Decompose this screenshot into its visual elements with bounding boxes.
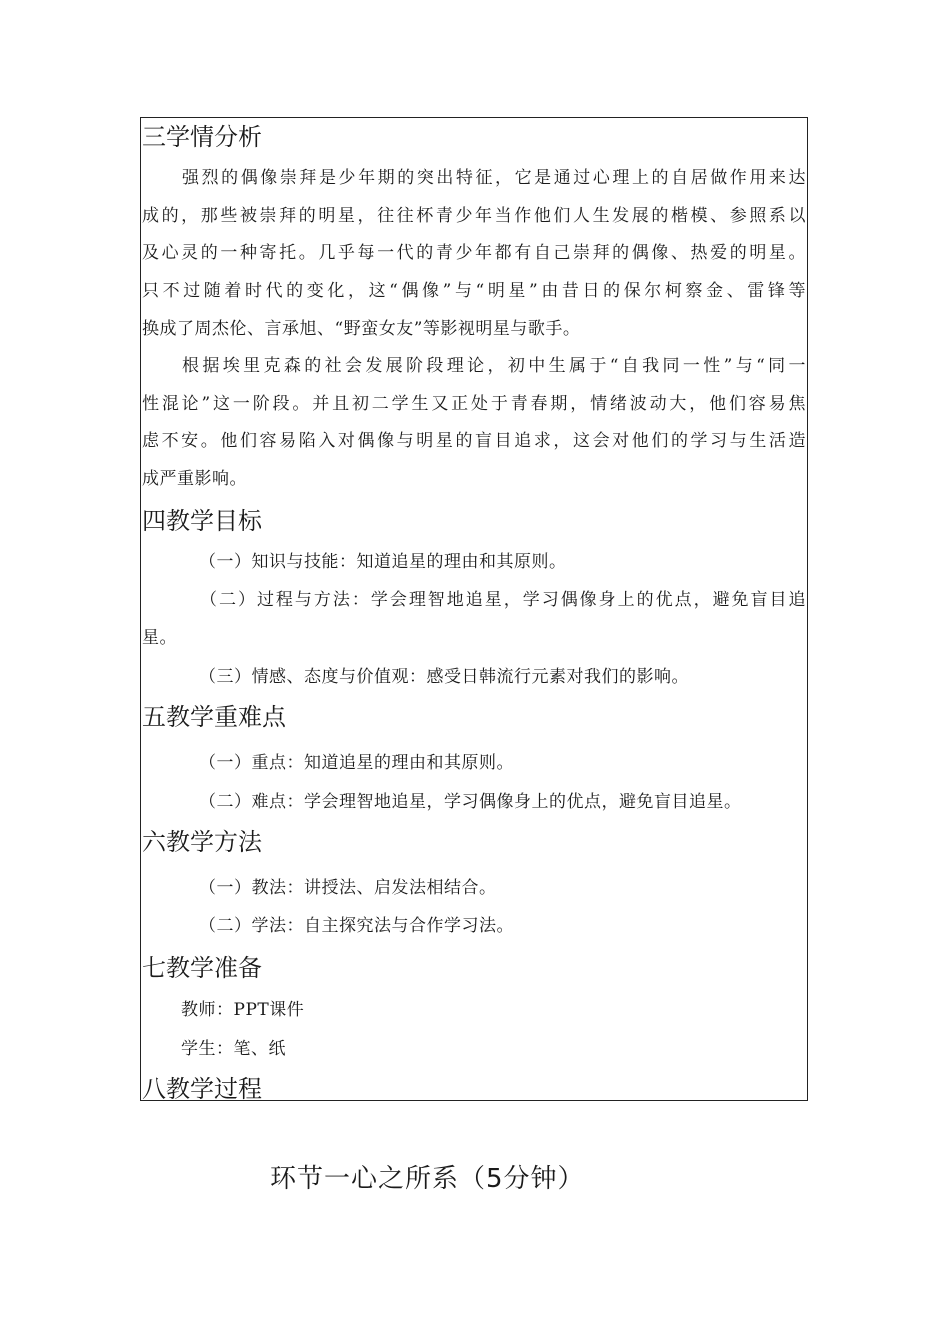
section-heading-key-difficult-points: 五教学重难点 <box>142 703 286 731</box>
preparation-item: 教师：PPT课件 <box>181 1000 305 1020</box>
paragraph-line: 性混论”这一阶段。并且初二学生又正处于青春期，情绪波动大，他们容易焦 <box>142 394 806 414</box>
paragraph-line: 根据埃里克森的社会发展阶段理论，初中生属于“自我同一性”与“同一 <box>182 356 806 376</box>
paragraph-line: 虑不安。他们容易陷入对偶像与明星的盲目追求，这会对他们的学习与生活造 <box>142 431 806 451</box>
section-heading-teaching-preparation: 七教学准备 <box>142 954 262 982</box>
method-item: （一）教法：讲授法、启发法相结合。 <box>199 878 497 898</box>
paragraph-line: 换成了周杰伦、言承旭、“野蛮女友”等影视明星与歌手。 <box>142 319 581 339</box>
segment-title: 环节一心之所系（5分钟） <box>270 1164 585 1194</box>
objective-item: 星。 <box>142 628 177 648</box>
method-item: （二）学法：自主探究法与合作学习法。 <box>199 916 514 936</box>
section-heading-learning-analysis: 三学情分析 <box>142 123 262 151</box>
lesson-plan-frame <box>140 117 808 1101</box>
section-heading-teaching-methods: 六教学方法 <box>142 828 262 856</box>
section-heading-teaching-objectives: 四教学目标 <box>142 507 262 535</box>
paragraph-line: 及心灵的一种寄托。几乎每一代的青少年都有自己崇拜的偶像、热爱的明星。 <box>142 243 806 263</box>
objective-item: （一）知识与技能：知道追星的理由和其原则。 <box>199 552 567 572</box>
objective-item: （三）情感、态度与价值观：感受日韩流行元素对我们的影响。 <box>199 667 689 687</box>
paragraph-line: 强烈的偶像崇拜是少年期的突出特征，它是通过心理上的自居做作用来达 <box>182 168 806 188</box>
key-point-item: （一）重点：知道追星的理由和其原则。 <box>199 753 514 773</box>
key-point-item: （二）难点：学会理智地追星，学习偶像身上的优点，避免盲目追星。 <box>199 792 742 812</box>
paragraph-line: 只不过随着时代的变化，这“偶像”与“明星”由昔日的保尔柯察金、雷锋等 <box>142 281 806 301</box>
section-heading-teaching-process: 八教学过程 <box>142 1075 262 1101</box>
objective-item: （二）过程与方法：学会理智地追星，学习偶像身上的优点，避免盲目追 <box>200 590 806 610</box>
paragraph-line: 成严重影响。 <box>142 469 247 489</box>
preparation-item: 学生：笔、纸 <box>181 1039 286 1059</box>
paragraph-line: 成的，那些被崇拜的明星，往往杯青少年当作他们人生发展的楷模、参照系以 <box>142 206 806 226</box>
